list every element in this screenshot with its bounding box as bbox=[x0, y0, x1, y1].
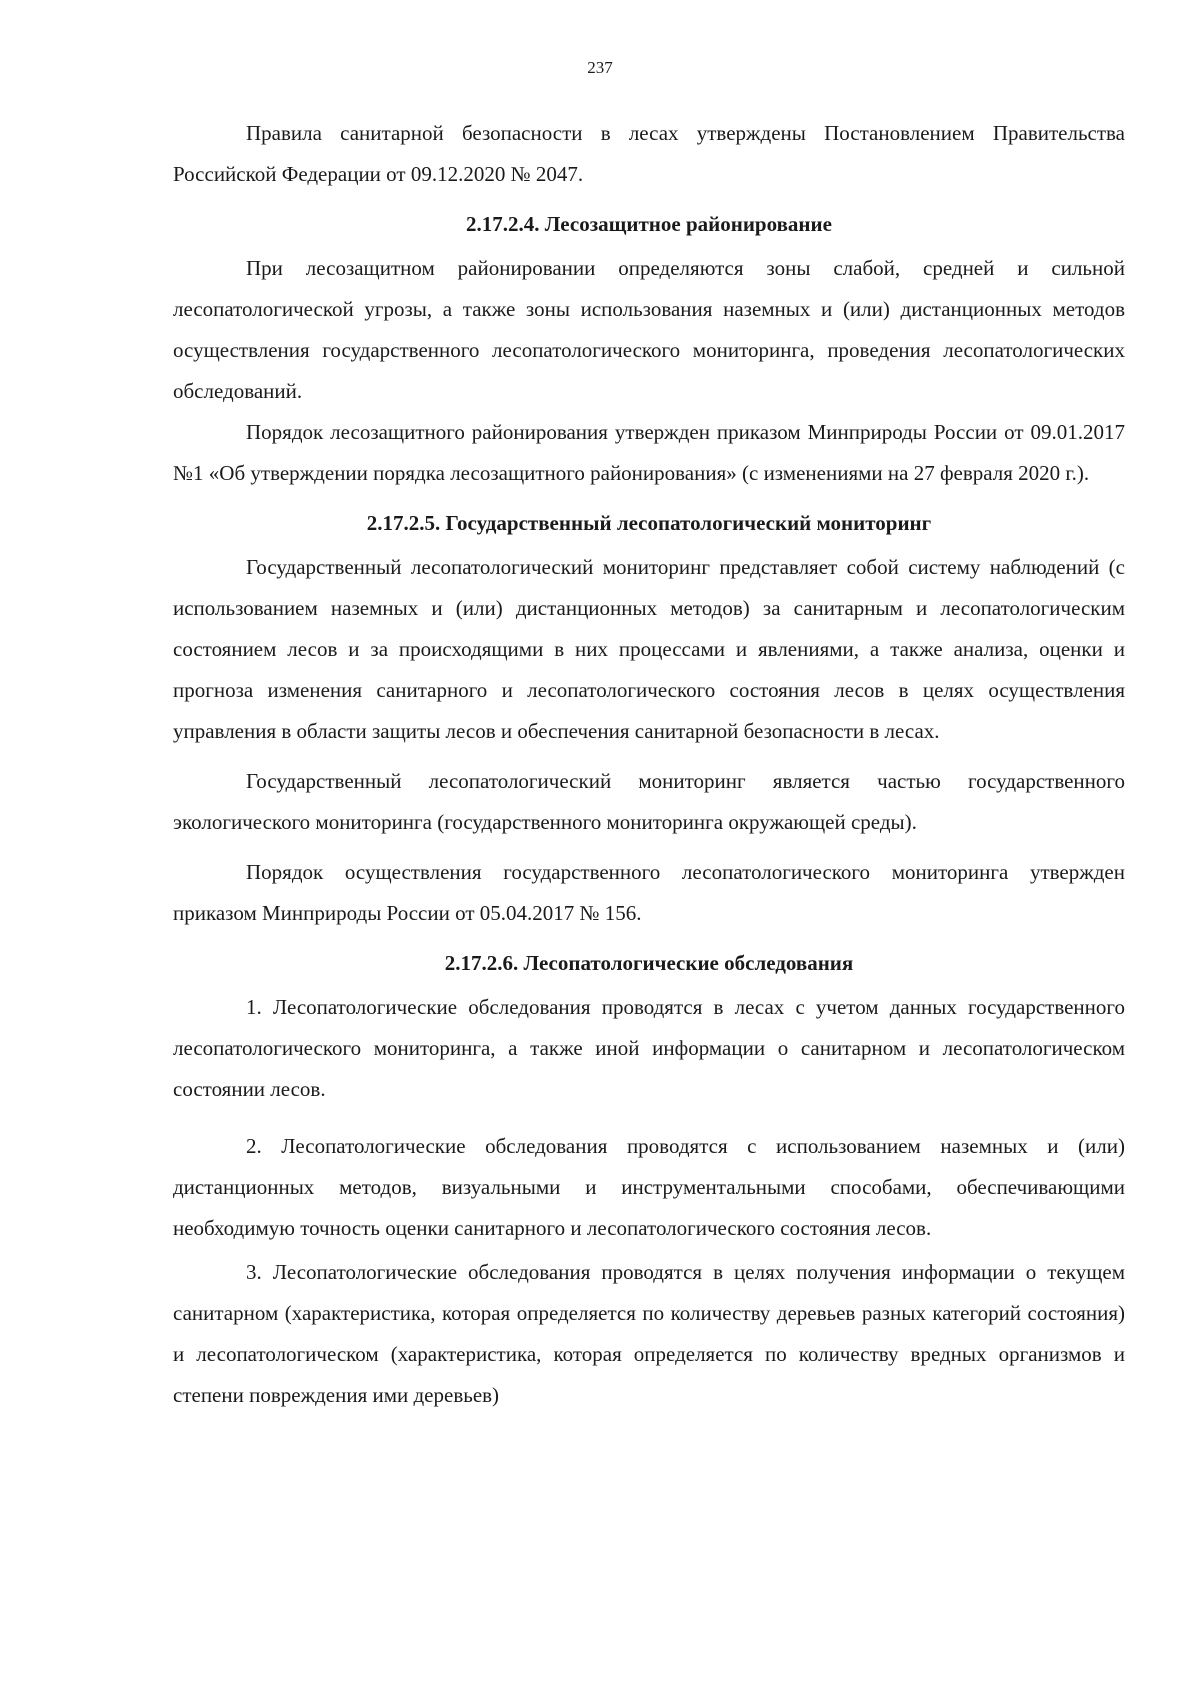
paragraph-survey-item-2: 2. Лесопатологические обследования проводятся с использованием наземных и (или) дистанционных методов, визуальными и инструментальными способами, обеспечивающими необходимую точность оценки санитарного и лесопатологического состояния лесов. bbox=[173, 1134, 1125, 1240]
page-number: 237 bbox=[587, 58, 613, 77]
paragraph-survey-item-3: 3. Лесопатологические обследования проводятся в целях получения информации о текущем санитарном (характеристика, которая определяется по количеству деревьев разных категорий состояния) и лесопатологическом (характеристика, которая определяется по количеству вредных организмов и степени повреждения ими деревьев) bbox=[173, 1260, 1125, 1407]
document-body bbox=[173, 113, 1125, 1416]
section-heading-monitoring: 2.17.2.5. Государственный лесопатологический мониторинг bbox=[366, 511, 932, 535]
paragraph-sanitary-rules: Правила санитарной безопасности в лесах утверждены Постановлением Правительства Российской Федерации от 09.12.2020 № 2047. bbox=[173, 121, 1125, 186]
section-heading-surveys: 2.17.2.6. Лесопатологические обследования bbox=[444, 951, 854, 975]
section-heading-zoning: 2.17.2.4. Лесозащитное районирование bbox=[466, 212, 832, 236]
paragraph-monitoring-definition: Государственный лесопатологический мониторинг представляет собой систему наблюдений (с использованием наземных и (или) дистанционных методов) за санитарным и лесопатологическим состоянием лесов и за происходящими в них процессами и явлениями, а также анализа, оценки и прогноза изменения санитарного и лесопатологического состояния лесов в целях осуществления управления в области защиты лесов и обеспечения санитарной безопасности в лесах. bbox=[173, 555, 1125, 743]
paragraph-zoning-order: Порядок лесозащитного районирования утвержден приказом Минприроды России от 09.01.2017 №1 «Об утверждении порядка лесозащитного районирования» (с изменениями на 27 февраля 2020 г.). bbox=[173, 420, 1125, 485]
paragraph-survey-item-1: 1. Лесопатологические обследования проводятся в лесах с учетом данных государственного лесопатологического мониторинга, а также иной информации о санитарном и лесопатологическом состоянии лесов. bbox=[173, 995, 1125, 1101]
paragraph-zoning-definition: При лесозащитном районировании определяются зоны слабой, средней и сильной лесопатологической угрозы, а также зоны использования наземных и (или) дистанционных методов осуществления государственного лесопатологического мониторинга, проведения лесопатологических обследований. bbox=[173, 256, 1125, 403]
paragraph-monitoring-part-of: Государственный лесопатологический мониторинг является частью государственного экологического мониторинга (государственного мониторинга окружающей среды). bbox=[173, 769, 1125, 834]
paragraph-monitoring-order: Порядок осуществления государственного лесопатологического мониторинга утвержден приказом Минприроды России от 05.04.2017 № 156. bbox=[173, 860, 1125, 925]
